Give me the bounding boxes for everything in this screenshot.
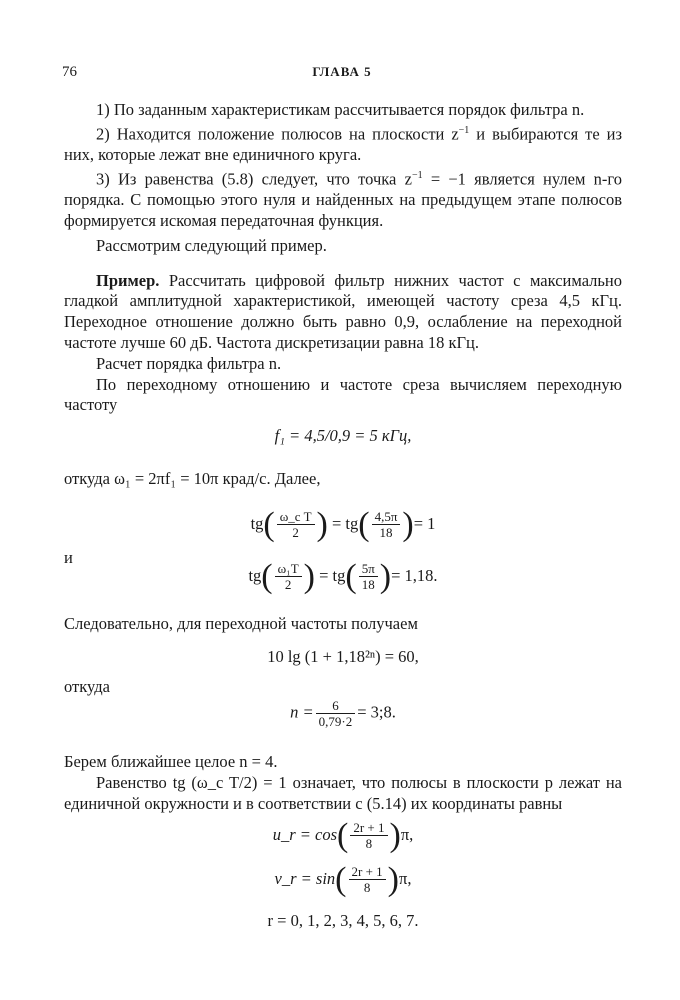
hence-line: Следовательно, для переходной частоты получаем: [64, 613, 418, 633]
and-word: и: [64, 547, 73, 567]
consider-line: Рассмотрим следующий пример.: [96, 235, 327, 255]
equation-n: n = $\frac{6}{0,79\cdot 2}$ = 3;8.: [290, 698, 396, 730]
equation-u: u_r = cos( $\frac{2r + 1}{8}$ )π,: [272, 816, 414, 854]
equation-lg: 10 lg (1 + 1,18²ⁿ) = 60,: [267, 646, 419, 666]
page-body: [64, 100, 622, 931]
page-header: [62, 64, 622, 84]
equality-paragraph: Равенство tg (ω_c T/2) = 1 означает, что полюсы в плоскости p лежат на единичной окружности и в соответствии с (5.14) их координаты равны: [64, 772, 622, 813]
transition-text: По переходному отношению и частоте среза вычисляем переходную частоту: [64, 374, 622, 415]
step-3: 3) Из равенства (5.8) следует, что точка $z^{-1} = -1$ является нулем n-го порядка. С помощью этого нуля и найденных на предыдущем этапе полюсов формируется искомая передаточная функция.: [64, 169, 622, 230]
equation-f1: f₁ = 4,5/0,9 = 5 кГц,: [274, 426, 412, 446]
calc-order-line: Расчет порядка фильтра n.: [96, 353, 282, 373]
example-paragraph: Пример. Рассчитать цифровой фильтр нижних частот с максимально гладкой амплитудной характеристикой, имеющей частоту среза 4,5 кГц. Переходное отношение должно быть равно 0,9, ослабление на переходной частоте лучше 60 дБ. Частота дискретизации равна 18 кГц.: [64, 270, 622, 352]
step-2: 2) Находится положение полюсов на плоскости $z^{-1}$ и выбираются те из них, которые лежат вне единичного круга.: [64, 124, 622, 165]
example-label: Пример.: [96, 270, 160, 290]
whence-line: откуда: [64, 677, 110, 697]
equation-r: r = 0, 1, 2, 3, 4, 5, 6, 7.: [267, 910, 419, 930]
chapter-title: ГЛАВА 5: [312, 64, 372, 79]
equation-v: v_r = sin( $\frac{2r + 1}{8}$ )π,: [274, 860, 412, 898]
omega-line: откуда ω₁ = 2πf₁ = 10π крад/с. Далее,: [64, 468, 321, 488]
equation-tg-1: tg( $\frac{\text{ω\_c T}}{2}$ ) = tg( $\frac{4,5\pi}{18}$ )= 1: [250, 505, 436, 543]
page-number: 76: [62, 64, 77, 80]
equation-tg-2: и tg( $\frac{\text{ω₁T}}{2}$ ) = tg( $\frac{5\pi}{18}$ )= 1,18.: [64, 547, 438, 595]
step-1: 1) По заданным характеристикам рассчитывается порядок фильтра n.: [96, 100, 585, 119]
nearest-line: Берем ближайшее целое n = 4.: [64, 752, 278, 772]
